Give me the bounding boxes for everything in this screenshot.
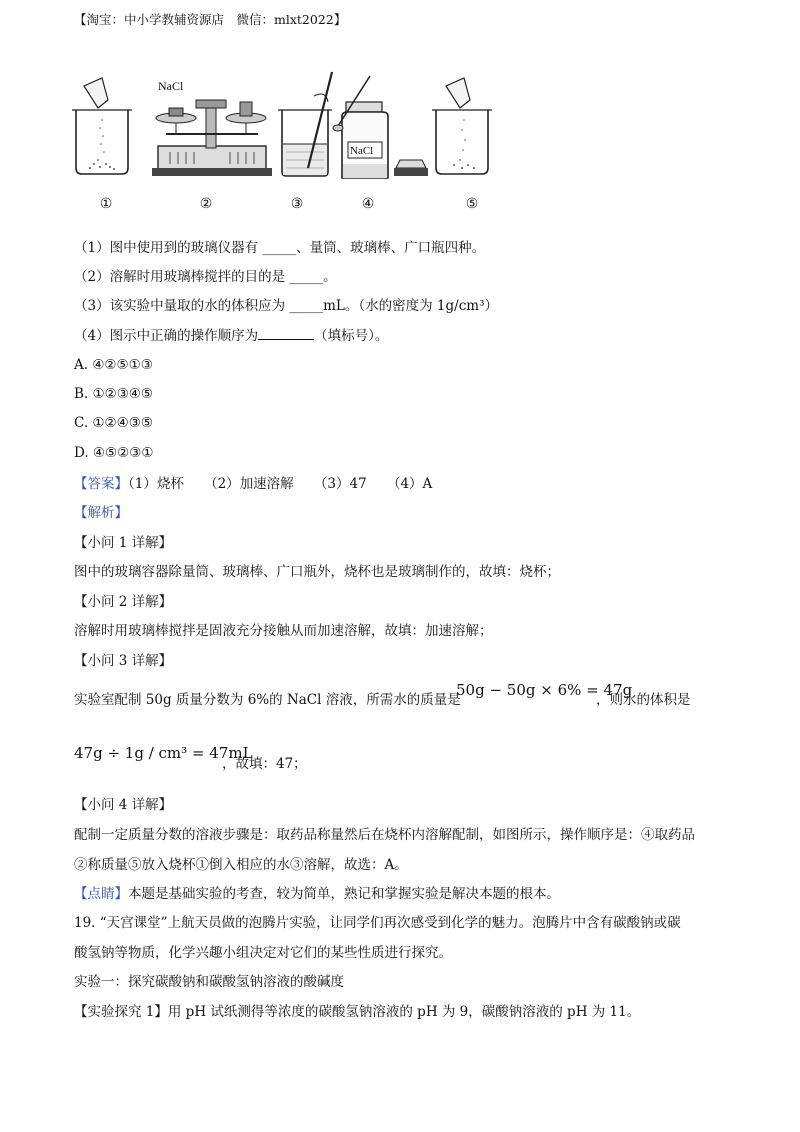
comment-text: 本题是基础实验的考查，较为简单，熟记和掌握实验是解决本题的根本。 xyxy=(128,886,560,902)
question-19-line-2: 酸氢钠等物质，化学兴趣小组决定对它们的某些性质进行探究。 xyxy=(74,945,452,961)
step3-stirring-illustration xyxy=(278,72,332,176)
comment-line xyxy=(74,884,560,904)
formula-water-mass: 50g − 50g × 6% = 47g xyxy=(456,681,633,699)
question-2: （2）溶解时用玻璃棒搅拌的目的是 _____。 xyxy=(74,269,337,285)
sub4-text-1: 配制一定质量分数的溶液步骤是：取药品称量然后在烧杯内溶解配制，如图所示，操作顺序是：④取药品 xyxy=(74,827,695,843)
sub1-text: 图中的玻璃容器除量筒、玻璃棒、广口瓶外，烧杯也是玻璃制作的，故填：烧杯； xyxy=(74,564,560,580)
watermark-header: 【淘宝：中小学教辅资源店 微信：mlxt2022】 xyxy=(74,12,347,27)
sub3-text-a: 实验室配制 50g 质量分数为 6%的 NaCl 溶液，所需水的质量是 xyxy=(74,692,461,708)
sub2-title: 【小问 2 详解】 xyxy=(74,594,173,610)
step5-beaker-pour-illustration xyxy=(432,78,492,174)
question-4 xyxy=(74,325,388,346)
step2-balance-illustration xyxy=(152,79,272,176)
sub4-text-2: ②称质量⑤放入烧杯①倒入相应的水③溶解，故选：A。 xyxy=(74,857,408,873)
nacl-label-balance: NaCl xyxy=(158,79,184,93)
analysis-tag: 【解析】 xyxy=(74,505,128,521)
step-label-3: ③ xyxy=(290,196,304,212)
question-1: （1）图中使用到的玻璃仪器有 _____、量筒、玻璃棒、广口瓶四种。 xyxy=(74,240,486,256)
step-label-2: ② xyxy=(199,196,213,212)
sub2-text: 溶解时用玻璃棒搅拌是固液充分接触从而加速溶解，故填：加速溶解； xyxy=(74,623,493,639)
option-d: D. ④⑤②③① xyxy=(74,445,154,461)
experiment-1-tag: 【实验探究 1】 xyxy=(74,1004,168,1020)
step-label-1: ① xyxy=(99,196,113,212)
sub4-title: 【小问 4 详解】 xyxy=(74,797,173,813)
answer-blank xyxy=(258,325,314,340)
step1-beaker-pour-illustration xyxy=(72,78,132,174)
nacl-label-bottle: NaCl xyxy=(350,145,374,157)
answer-line xyxy=(74,474,432,494)
experiment-1-line xyxy=(74,1002,640,1022)
question-3: （3）该实验中量取的水的体积应为 _____mL。（水的密度为 1g/cm³） xyxy=(74,298,498,314)
sub1-title: 【小问 1 详解】 xyxy=(74,535,173,551)
sub3-text-c: ，故填：47； xyxy=(222,756,307,772)
experiment-1-text: 用 pH 试纸测得等浓度的碳酸氢钠溶液的 pH 为 9，碳酸钠溶液的 pH 为 11。 xyxy=(167,1004,641,1020)
option-a: A. ④②⑤①③ xyxy=(74,357,153,373)
step-label-4: ④ xyxy=(361,196,375,212)
step-label-5: ⑤ xyxy=(465,196,479,212)
answer-text: （1）烧杯 （2）加速溶解 （3）47 （4）A xyxy=(128,476,433,492)
formula-water-volume: 47g ÷ 1g / cm³ = 47mL xyxy=(74,744,253,762)
step4-bottle-illustration xyxy=(333,76,428,178)
question-19-line-1: 19. “天宫课堂”上航天员做的泡腾片实验，让同学们再次感受到化学的魅力。泡腾片中含有碳酸钠或碳 xyxy=(74,915,681,931)
option-b: B. ①②③④⑤ xyxy=(74,386,154,402)
option-c: C. ①②④③⑤ xyxy=(74,415,153,431)
experiment-1-title: 实验一：探究碳酸钠和碳酸氢钠溶液的酸碱度 xyxy=(74,974,344,990)
sub3-title: 【小问 3 详解】 xyxy=(74,653,173,669)
question-4-suffix: （填标号）。 xyxy=(314,328,389,344)
answer-tag: 【答案】 xyxy=(74,476,128,492)
question-4-text: （4）图示中正确的操作顺序为 xyxy=(74,328,259,344)
sub3-text-b: ，则水的体积是 xyxy=(596,692,691,708)
comment-tag: 【点睛】 xyxy=(74,886,128,902)
